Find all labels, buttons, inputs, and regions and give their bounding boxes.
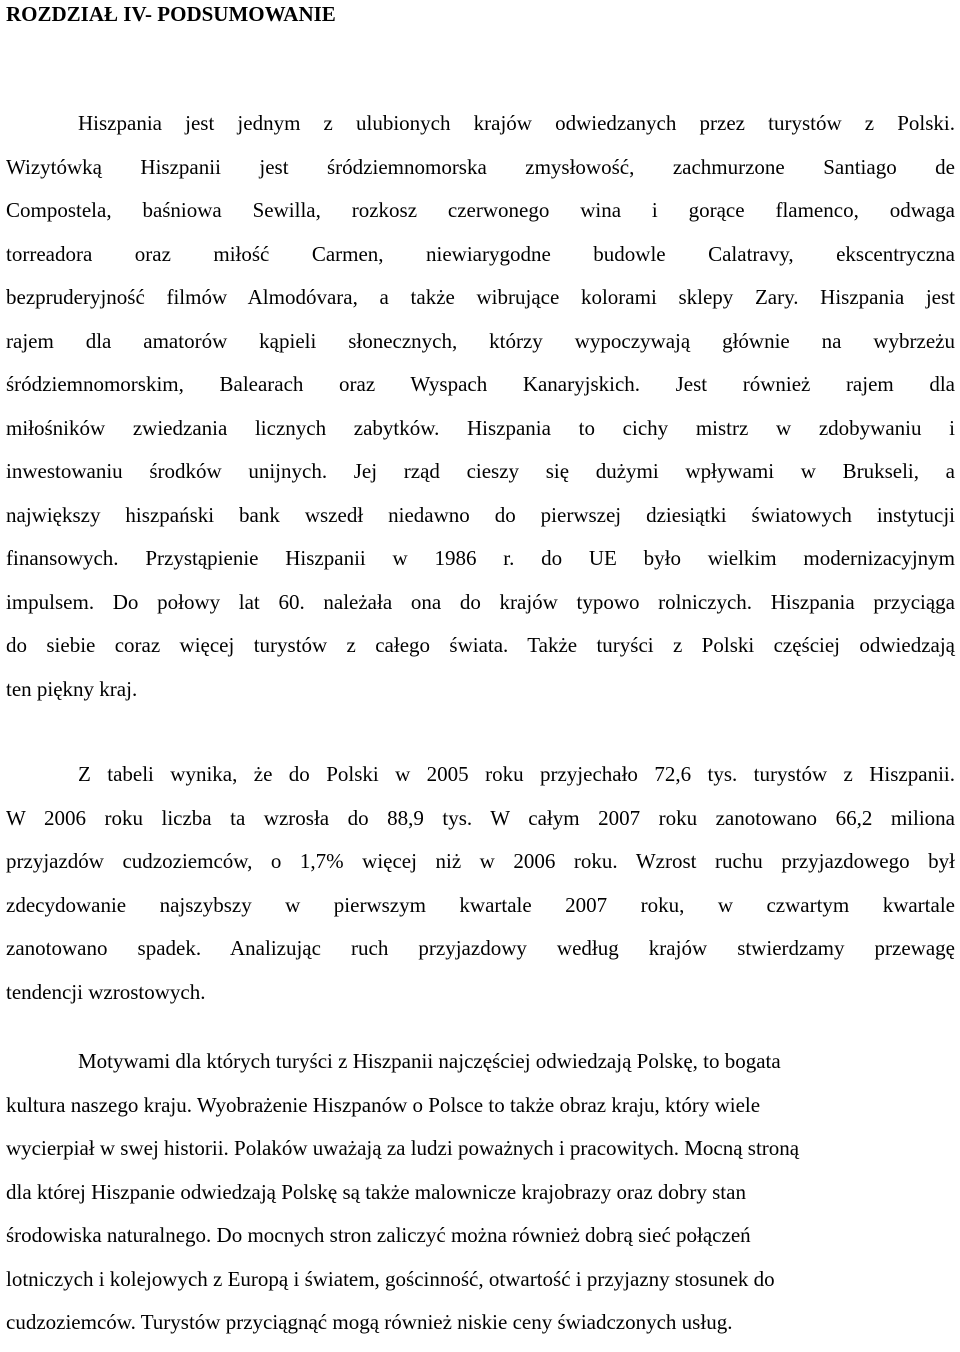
text-line: środowiska naturalnego. Do mocnych stron zaliczyć można również dobrą sieć połączeń xyxy=(6,1223,751,1247)
text-line: zdecydowanie najszybszy w pierwszym kwartale 2007 roku, w czwartym kwartale xyxy=(6,892,955,917)
text-line: Wizytówką Hiszpanii jest śródziemnomorska zmysłowość, zachmurzone Santiago de xyxy=(6,154,955,179)
text-line: kultura naszego kraju. Wyobrażenie Hiszpanów o Polsce to także obraz kraju, który wiele xyxy=(6,1092,761,1117)
text-line: W 2006 roku liczba ta wzrosła do 88,9 tys. W całym 2007 roku zanotowano 66,2 miliona xyxy=(6,805,955,830)
paragraph-spain-tourism xyxy=(6,109,955,718)
text-line: Compostela, baśniowa Sewilla, rozkosz czerwonego wina i gorące flamenco, odwaga xyxy=(6,198,955,222)
text-line: impulsem. Do połowy lat 60. należała ona do krajów typowo rolniczych. Hiszpania przyciąga xyxy=(6,589,955,614)
text-line: śródziemnomorskim, Balearach oraz Wyspach Kanaryjskich. Jest również rajem dla xyxy=(6,372,955,396)
text-line: miłośników zwiedzania licznych zabytków. Hiszpania to cichy mistrz w zdobywaniu i xyxy=(6,415,955,440)
text-line: inwestowaniu środków unijnych. Jej rząd cieszy się dużymi wpływami w Brukseli, a xyxy=(6,459,955,483)
text-line: do siebie coraz więcej turystów z całego świata. Także turyści z Polski częściej odwiedzają xyxy=(6,633,955,657)
text-line: rajem dla amatorów kąpieli słonecznych, którzy wypoczywają głównie na wybrzeżu xyxy=(6,328,955,353)
text-line: zanotowano spadek. Analizując ruch przyjazdowy według krajów stwierdzamy przewagę xyxy=(6,936,955,960)
text-line: Z tabeli wynika, że do Polski w 2005 roku przyjechało 72,6 tys. turystów z Hiszpanii. xyxy=(78,762,955,786)
text-line: torreadora oraz miłość Carmen, niewiarygodne budowle Calatravy, ekscentryczna xyxy=(6,241,955,266)
text-line: Hiszpania jest jednym z ulubionych krajów odwiedzanych przez turystów z Polski. xyxy=(78,111,955,135)
text-line: dla której Hiszpanie odwiedzają Polskę są także malownicze krajobrazy oraz dobry stan xyxy=(6,1179,746,1204)
text-line: przyjazdów cudzoziemców, o 1,7% więcej niż w 2006 roku. Wzrost ruchu przyjazdowego był xyxy=(6,849,955,873)
text-line: cudzoziemców. Turystów przyciągnąć mogą również niskie ceny świadczonych usług. xyxy=(6,1310,733,1334)
paragraph-arrivals-statistics xyxy=(6,760,955,1021)
chapter-heading: ROZDZIAŁ IV- PODSUMOWANIE xyxy=(6,2,336,26)
text-line: lotniczych i kolejowych z Europą i światem, gościnność, otwartość i przyjazny stosunek do xyxy=(6,1266,775,1291)
text-line: finansowych. Przystąpienie Hiszpanii w 1986 r. do UE było wielkim modernizacyjnym xyxy=(6,546,955,570)
paragraph-visit-motives xyxy=(6,1047,955,1352)
text-line: wycierpiał w swej historii. Polaków uważają za ludzi poważnych i pracowitych. Mocną stroną xyxy=(6,1136,800,1160)
text-line: ten piękny kraj. xyxy=(6,676,138,701)
text-line: największy hiszpański bank wszedł niedawno do pierwszej dziesiątki światowych instytucji xyxy=(6,502,955,527)
text-line: bezpruderyjność filmów Almodóvara, a także wibrujące kolorami sklepy Zary. Hiszpania jest xyxy=(6,285,955,309)
text-line: tendencji wzrostowych. xyxy=(6,979,206,1004)
text-line: Motywami dla których turyści z Hiszpanii najczęściej odwiedzają Polskę, to bogata xyxy=(78,1049,781,1073)
